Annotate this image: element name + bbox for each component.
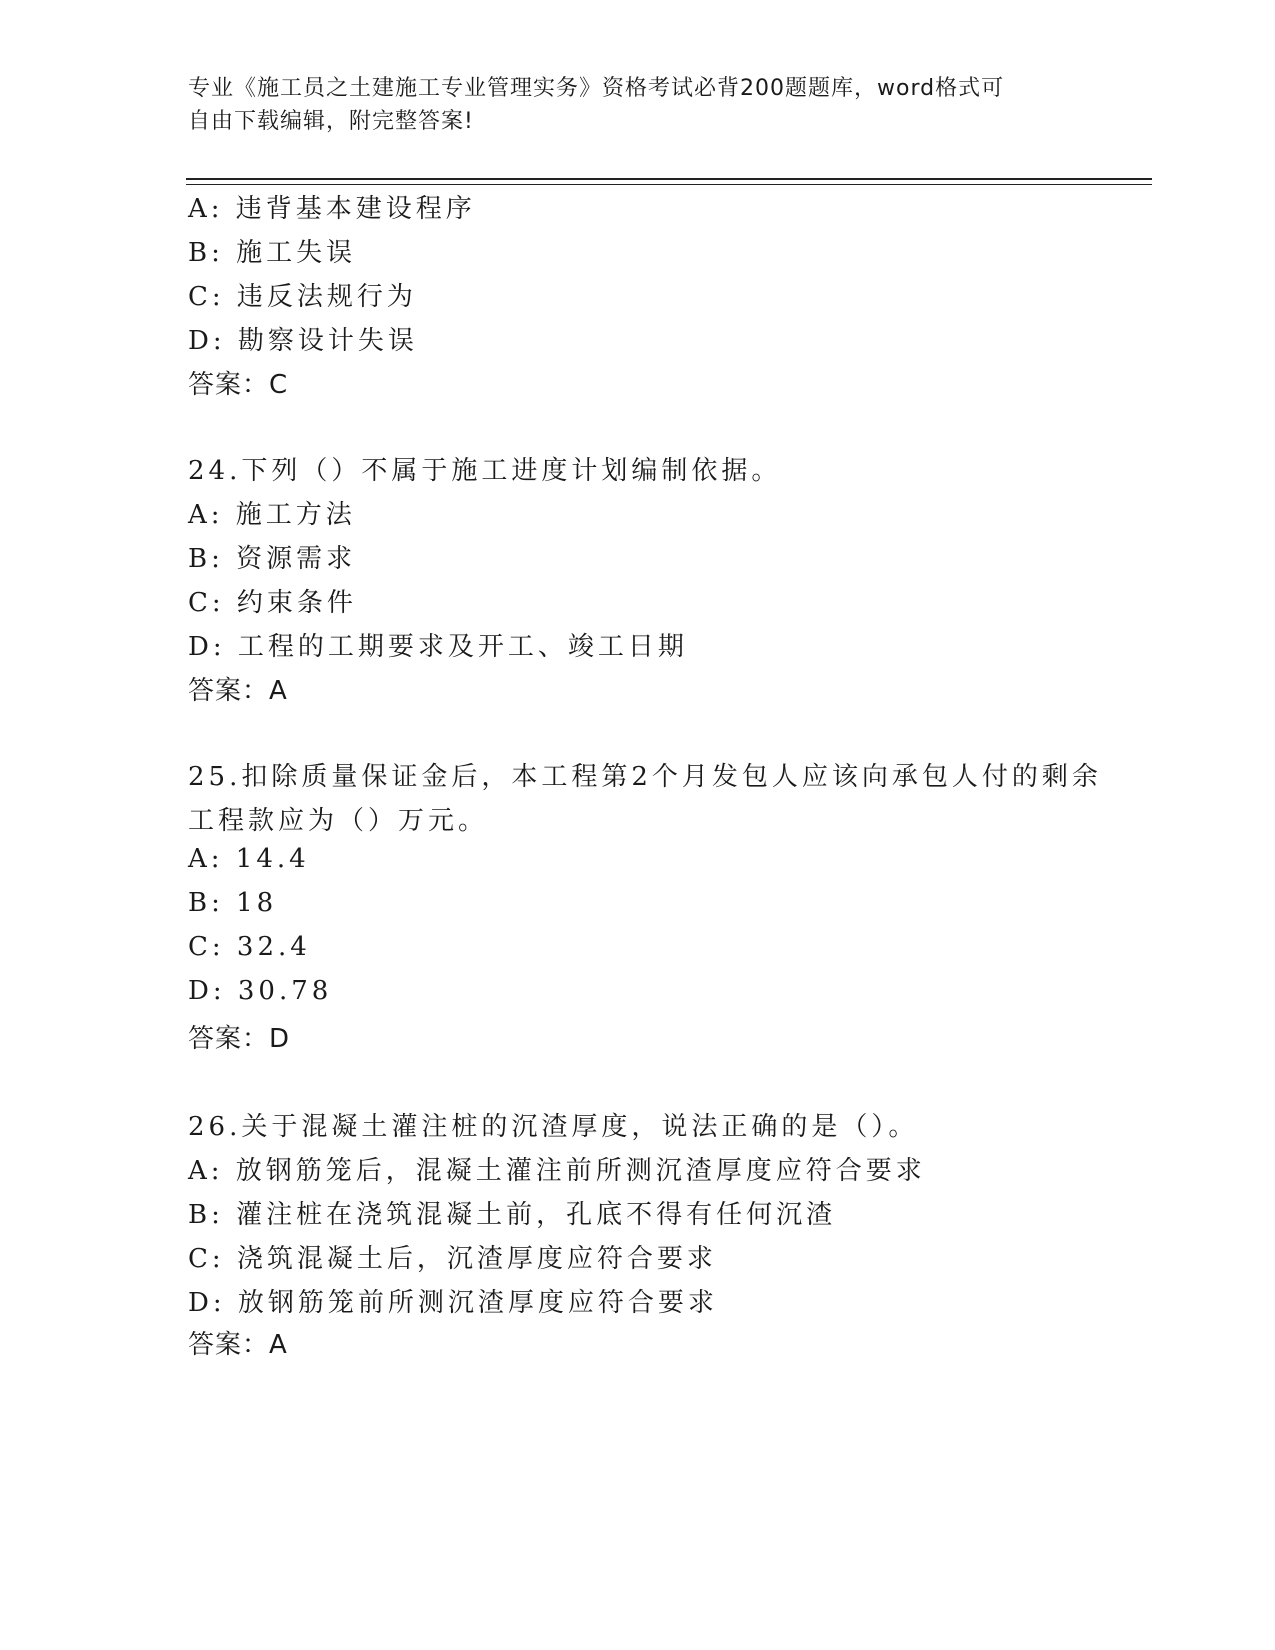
header-divider-thin: [186, 184, 1152, 185]
answer: 答案：C: [188, 370, 289, 400]
option-c: C: 32.4: [188, 932, 311, 962]
option-a: A: 违背基本建设程序: [188, 194, 476, 224]
question-title: 24.下列（）不属于施工进度计划编制依据。: [188, 456, 782, 486]
option-a: A: 14.4: [188, 844, 310, 874]
answer: 答案：D: [188, 1024, 291, 1054]
option-b: B: 资源需求: [188, 544, 357, 574]
header-divider-thick: [186, 178, 1152, 180]
header-line-2: 自由下载编辑，附完整答案!: [188, 109, 474, 134]
option-d: D: 放钢筋笼前所测沉渣厚度应符合要求: [188, 1288, 718, 1318]
option-d: D: 30.78: [188, 976, 333, 1006]
answer: 答案：A: [188, 676, 288, 706]
option-c: C: 违反法规行为: [188, 282, 417, 312]
question-title: 26.关于混凝土灌注桩的沉渣厚度，说法正确的是（）。: [188, 1112, 919, 1142]
question-title-line-2: 工程款应为（）万元。: [188, 806, 489, 836]
option-b: B: 施工失误: [188, 238, 357, 268]
option-b: B: 18: [188, 888, 278, 918]
option-c: C: 浇筑混凝土后，沉渣厚度应符合要求: [188, 1244, 717, 1274]
option-a: A: 施工方法: [188, 500, 356, 530]
option-a: A: 放钢筋笼后，混凝土灌注前所测沉渣厚度应符合要求: [188, 1156, 926, 1186]
option-d: D: 工程的工期要求及开工、竣工日期: [188, 632, 688, 662]
option-d: D: 勘察设计失误: [188, 326, 418, 356]
document-header: [188, 72, 1068, 138]
question-title-line-1: 25.扣除质量保证金后，本工程第2个月发包人应该向承包人付的剩余: [188, 762, 1102, 792]
option-b: B: 灌注桩在浇筑混凝土前，孔底不得有任何沉渣: [188, 1200, 837, 1230]
header-line-1: 专业《施工员之土建施工专业管理实务》资格考试必背200题题库，word格式可: [188, 76, 1005, 101]
answer: 答案：A: [188, 1330, 288, 1360]
option-c: C: 约束条件: [188, 588, 357, 618]
